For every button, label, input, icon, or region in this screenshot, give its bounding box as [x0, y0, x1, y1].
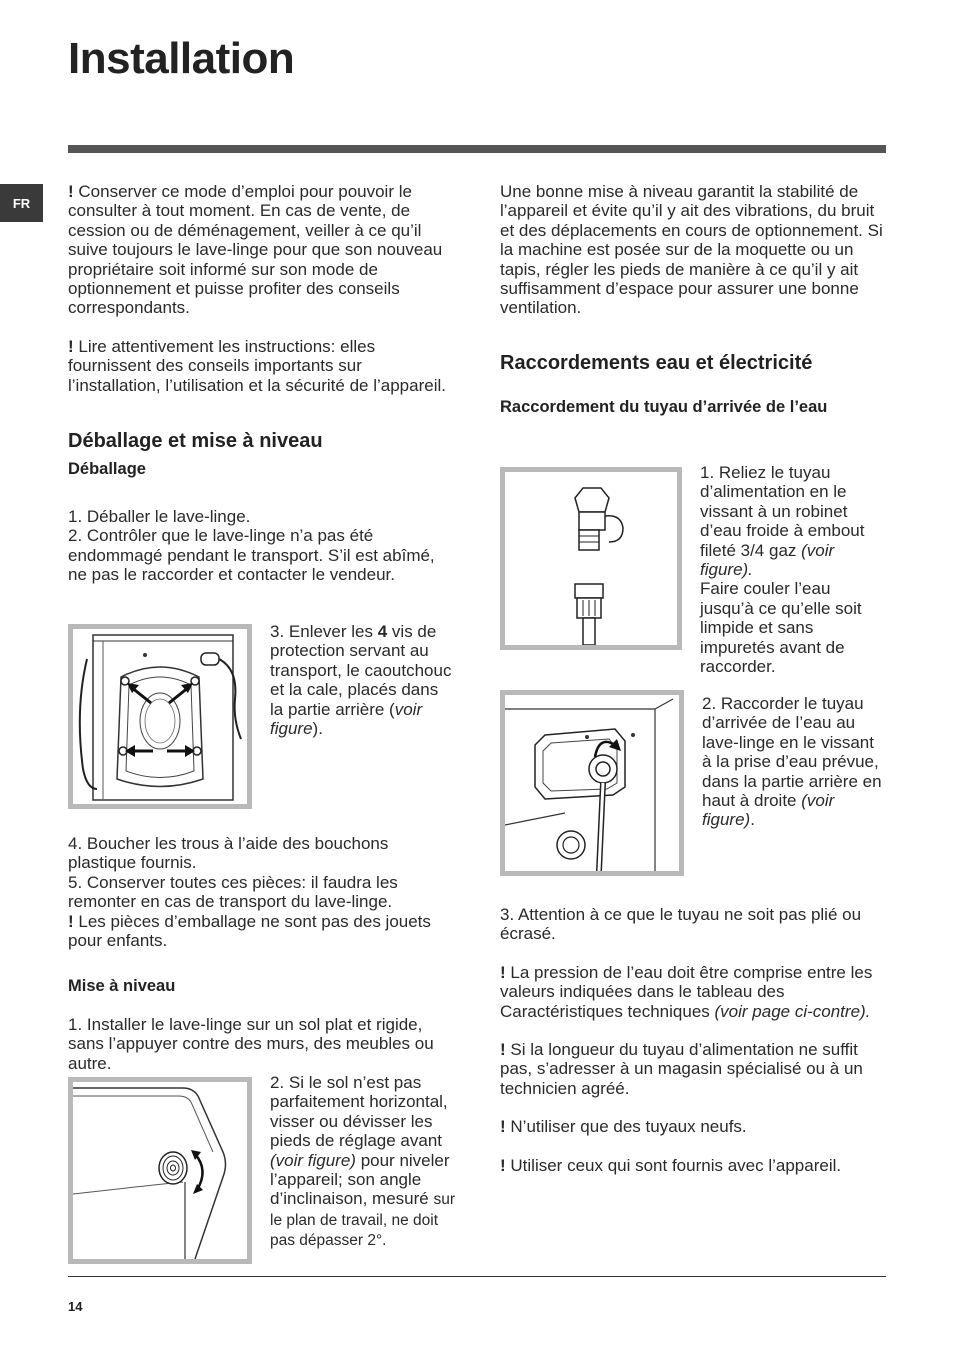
section-heading-raccordements: Raccordements eau et électricité	[500, 352, 813, 374]
page-title: Installation	[68, 34, 295, 83]
leveling-paragraph: Une bonne mise à niveau garantit la stabilité de l’appareil et évite qu’il y ait des vibrations, du bruit et des déplacements en cours de optionnement. Si la machine est posée sur de la moquette ou un tapis, régler les pieds de manière à ce qu’il y ait suffisamment d’espace pour assurer une bonne ventilation.	[500, 182, 883, 318]
washer-back-illustration	[73, 629, 247, 804]
left-intro	[68, 182, 454, 395]
supplied-hoses-warning: ! Utiliser ceux qui sont fournis avec l’appareil.	[500, 1155, 842, 1175]
deballage-steps-continued	[68, 834, 454, 950]
figure-transport-screws	[68, 624, 252, 809]
tuyau-step-2: 2. Raccorder le tuyau d’arrivée de l’eau au lave-linge en le vissant à la prise d’eau prévue, dans la partie arrière en haut à droite (voir figure).	[702, 694, 882, 830]
pressure-warning: ! La pression de l’eau doit être comprise entre les valeurs indiquées dans le tableau des Caractéristiques techniques (voir page ci-contre).	[500, 962, 873, 1021]
page-number: 14	[68, 1299, 83, 1314]
new-hoses-warning: ! N’utiliser que des tuyaux neufs.	[500, 1117, 747, 1137]
niveau-step-2: 2. Si le sol n’est pas parfaitement horizontal, visser ou dévisser les pieds de réglage avant (voir figure) pour niveler l’appareil; son angle d’inclinaison, mesuré sur le plan de travail, ne doit pas dépasser 2°.	[270, 1073, 456, 1250]
figure-machine-inlet	[500, 690, 684, 876]
subheading-deballage: Déballage	[68, 460, 146, 478]
step-5: 5. Conserver toutes ces pièces: il faudra les remonter en cas de transport du lave-linge.	[68, 872, 398, 912]
right-warnings	[500, 905, 886, 1175]
niveau-step-1: 1. Installer le lave-linge sur un sol plat et rigide, sans l’appuyer contre des murs, des meubles ou autre.	[68, 1015, 434, 1073]
subheading-mise-a-niveau: Mise à niveau	[68, 977, 176, 995]
figure-tap-connection	[500, 467, 682, 650]
title-rule	[68, 145, 886, 153]
figure-leveling-foot	[68, 1077, 252, 1264]
length-warning: ! Si la longueur du tuyau d’alimentation ne suffit pas, s’adresser à un magasin spécialisé ou à un technicien agréé.	[500, 1040, 863, 1098]
subheading-tuyau: Raccordement du tuyau d’arrivée de l’eau	[500, 398, 828, 416]
tap-and-hose-illustration	[505, 472, 677, 645]
step-4: 4. Boucher les trous à l’aide des bouchons plastique fournis.	[68, 834, 389, 873]
tuyau-step-1: 1. Reliez le tuyau d’alimentation en le vissant à un robinet d’eau froide à embout fileté 3/4 gaz (voir figure). Faire couler l’eau jusqu’à ce qu’elle soit limpide et sans impuretés avant de raccorder.	[700, 463, 865, 677]
step-1: 1. Déballer le lave-linge.	[68, 507, 251, 526]
intro-paragraph: ! Conserver ce mode d’emploi pour pouvoir le consulter à tout moment. En cas de vente, de cession ou de déménagement, veiller à ce qu’il suive toujours le lave-linge pour que son nouveau propriétaire soit informé sur son mode de optionnement et puisse profiter des conseils correspondants.	[68, 182, 443, 318]
language-tab: FR	[0, 184, 43, 222]
machine-inlet-illustration	[505, 695, 679, 871]
footer-rule	[68, 1276, 886, 1277]
adjustable-foot-illustration	[73, 1082, 247, 1259]
step-3-text: 3. Enlever les 4 vis de protection servant au transport, le caoutchouc et la cale, placés dans la partie arrière (voir figure).	[270, 622, 452, 739]
section-heading-deballage-niveau: Déballage et mise à niveau	[68, 430, 323, 452]
tuyau-step-3: 3. Attention à ce que le tuyau ne soit pas plié ou écrasé.	[500, 905, 862, 944]
deballage-steps	[68, 507, 448, 585]
warning-paragraph: ! Lire attentivement les instructions: elles fournissent des conseils importants sur l’installation, l’utilisation et la sécurité de l’appareil.	[68, 336, 446, 395]
packaging-warning: ! Les pièces d’emballage ne sont pas des jouets pour enfants.	[68, 911, 431, 951]
step-2: 2. Contrôler que le lave-linge n’a pas été endommagé pendant le transport. S’il est abîmé, ne pas le raccorder et contacter le vendeur.	[68, 526, 435, 585]
right-intro	[500, 182, 886, 318]
